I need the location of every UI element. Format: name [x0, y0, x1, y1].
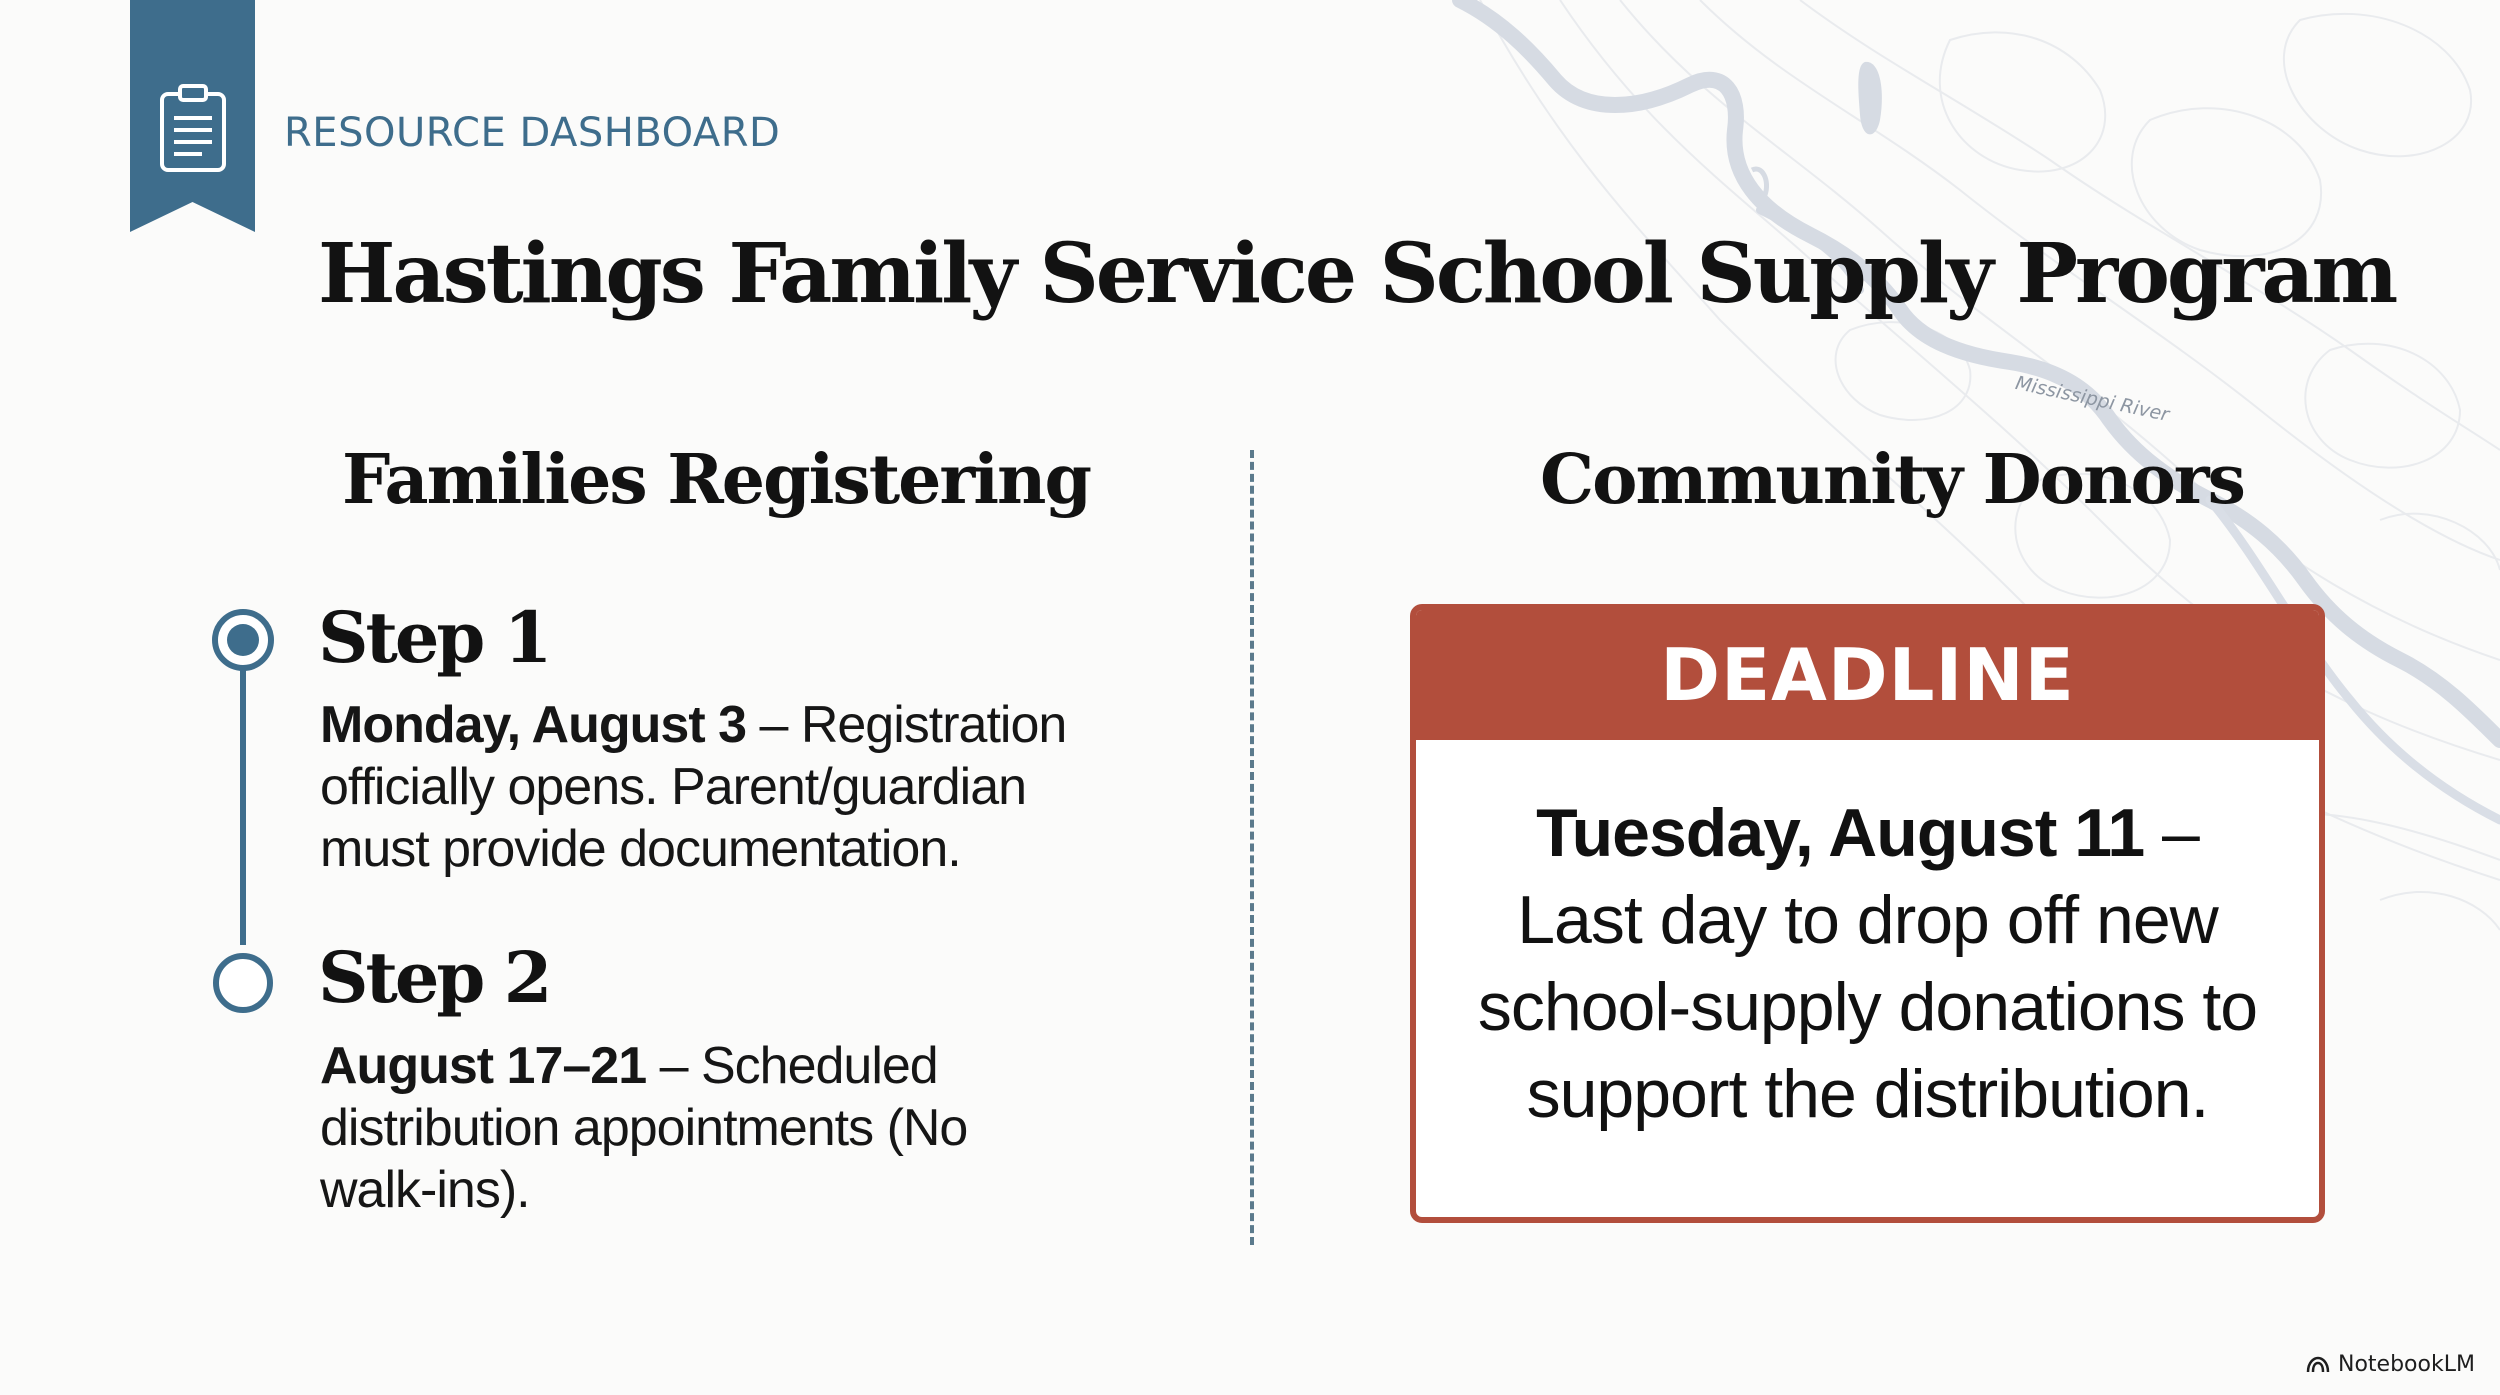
- step-1-title: Step 1: [318, 596, 550, 679]
- deadline-card: [1410, 604, 2325, 1223]
- brand-name: NotebookLM: [2338, 1352, 2475, 1377]
- step-1-description: Registration officially opens. Parent/guardian must provide documentation.: [320, 696, 1067, 878]
- step-2-separator: –: [646, 1037, 701, 1095]
- donors-heading: Community Donors: [1540, 440, 2244, 520]
- step-1-text: [320, 694, 1080, 880]
- river-label: Mississippi River: [2013, 372, 2172, 427]
- step-2-text: [320, 1035, 1080, 1221]
- deadline-body: [1416, 790, 2319, 1138]
- page-title: Hastings Family Service School Supply Program: [318, 226, 2396, 322]
- step-1-separator: –: [746, 696, 801, 754]
- step-2-date: August 17–21: [320, 1037, 647, 1095]
- step-1-date: Monday, August 3: [320, 696, 746, 754]
- step-2-marker-icon: [216, 956, 270, 1010]
- eyebrow-label: RESOURCE DASHBOARD: [284, 110, 781, 156]
- brand-badge: [2306, 1352, 2475, 1377]
- notebooklm-logo-icon: [2306, 1356, 2330, 1374]
- deadline-description: Last day to drop off new school-supply donations to support the distribution.: [1477, 882, 2258, 1132]
- clipboard-icon: [158, 82, 228, 174]
- families-heading: Families Registering: [342, 440, 1091, 520]
- step-2-description: Scheduled distribution appointments (No walk-ins).: [320, 1037, 968, 1219]
- deadline-date: Tuesday, August 11: [1536, 795, 2145, 871]
- step-2-title: Step 2: [318, 936, 550, 1019]
- deadline-separator: –: [2144, 795, 2199, 871]
- column-divider: [1250, 450, 1254, 1245]
- step-1-marker-icon: [215, 612, 271, 668]
- deadline-label: DEADLINE: [1416, 610, 2319, 740]
- step-timeline: [205, 600, 285, 1020]
